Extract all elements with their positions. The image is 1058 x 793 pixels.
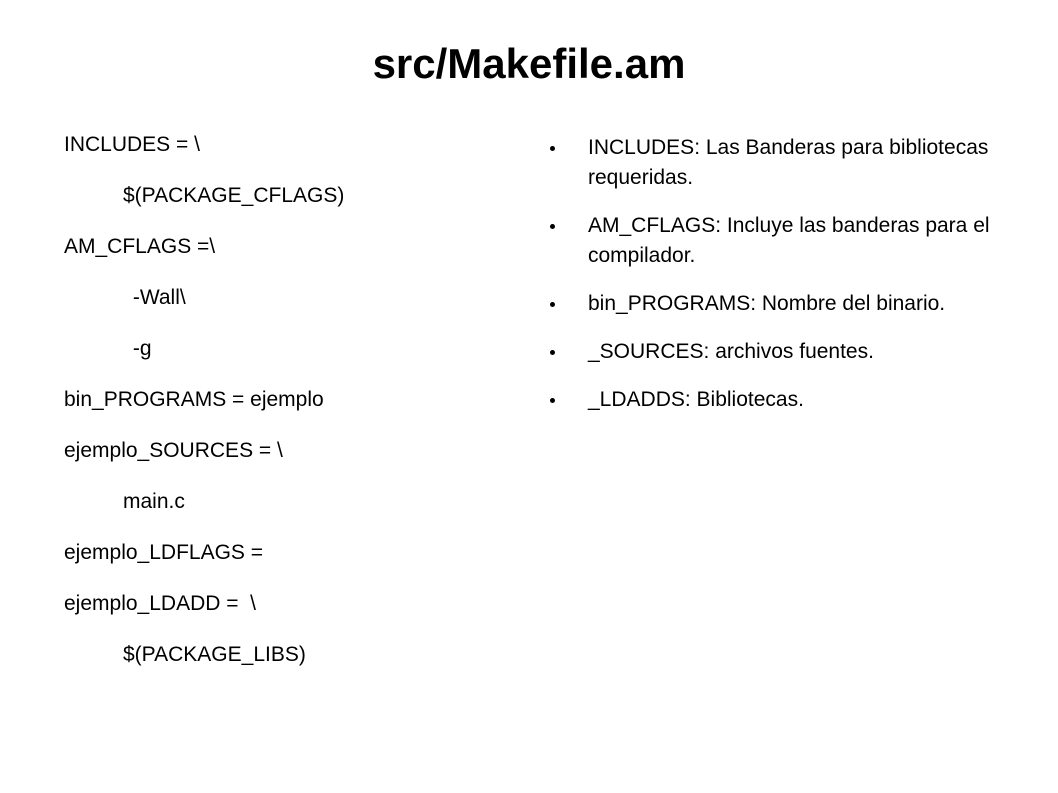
code-line: ejemplo_LDFLAGS =	[64, 541, 264, 564]
code-line: INCLUDES = \	[64, 133, 200, 156]
bullet-item	[548, 385, 1008, 415]
explanation-bullet-list	[548, 133, 1008, 433]
bullet-item	[548, 133, 1008, 193]
code-line: main.c	[123, 490, 185, 513]
bullet-text: _SOURCES: archivos fuentes.	[588, 340, 874, 363]
bullet-dot-icon	[550, 398, 555, 403]
makefile-code-block	[64, 130, 504, 691]
bullet-dot-icon	[550, 146, 555, 151]
slide-title: src/Makefile.am	[372, 40, 686, 87]
code-line: $(PACKAGE_CFLAGS)	[123, 184, 345, 207]
bullet-text: bin_PROGRAMS: Nombre del binario.	[588, 292, 946, 315]
bullet-text: AM_CFLAGS: Incluye las banderas para el compilador.	[588, 214, 990, 267]
bullet-item	[548, 289, 1008, 319]
code-line: -g	[127, 337, 152, 360]
bullet-dot-icon	[550, 350, 555, 355]
bullet-dot-icon	[550, 302, 555, 307]
bullet-dot-icon	[550, 224, 555, 229]
code-line: AM_CFLAGS =\	[64, 235, 216, 258]
bullet-text: _LDADDS: Bibliotecas.	[588, 388, 804, 411]
bullet-item	[548, 337, 1008, 367]
code-line: bin_PROGRAMS = ejemplo	[64, 388, 324, 411]
code-line: -Wall\	[127, 286, 186, 309]
code-line: ejemplo_LDADD = \	[64, 592, 257, 615]
bullet-item	[548, 211, 1008, 271]
code-line: ejemplo_SOURCES = \	[64, 439, 283, 462]
bullet-text: INCLUDES: Las Banderas para bibliotecas requeridas.	[588, 136, 989, 189]
code-line: $(PACKAGE_LIBS)	[123, 643, 306, 666]
